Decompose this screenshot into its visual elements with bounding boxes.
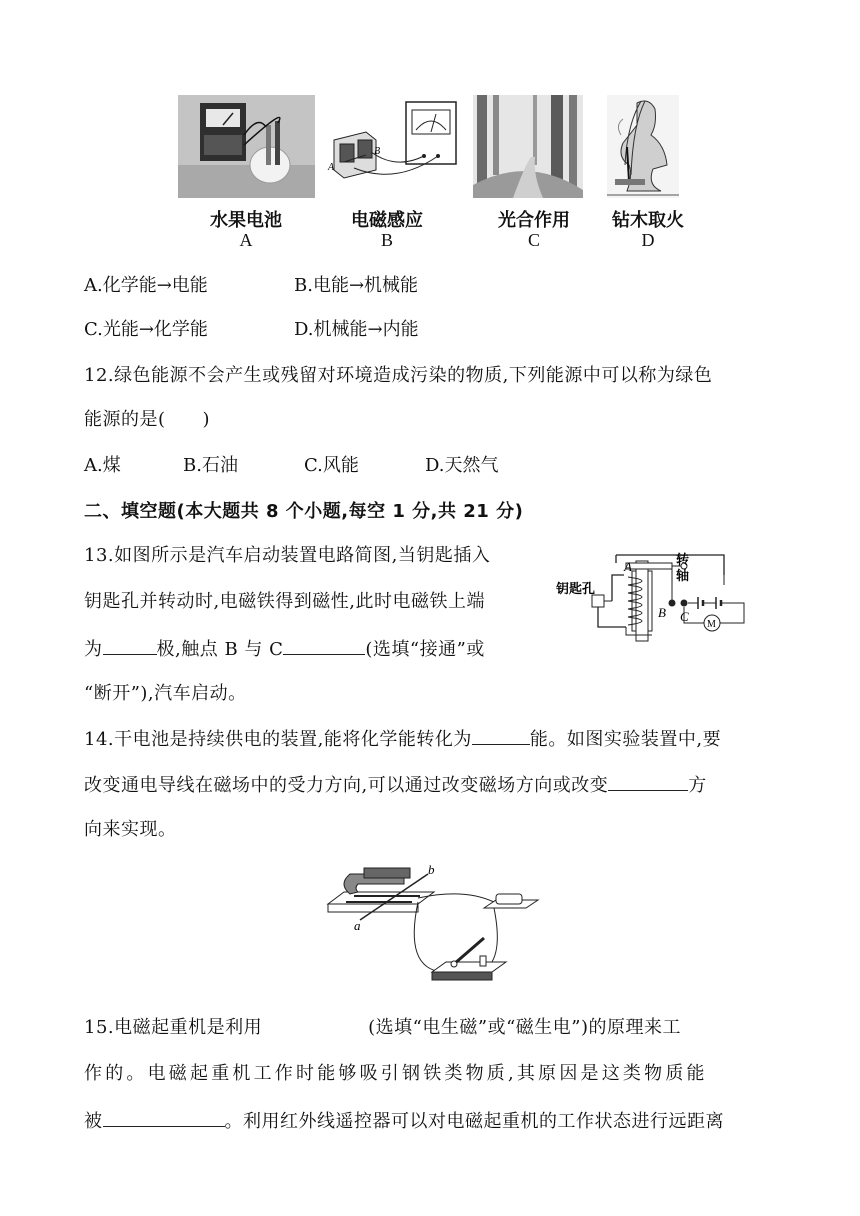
q13-line3-suffix: (选填“接通”或 [365,639,485,660]
q11-option-c: C.光能→化学能 [84,319,208,340]
motor-label: M [707,619,716,630]
q14-line-1 [84,726,776,752]
q15-blank-2[interactable] [103,1108,225,1127]
label-B: B [658,605,666,620]
label-a-small: A [328,162,335,173]
rod-label-b: b [428,862,435,877]
caption-letter-b: B [380,230,393,250]
q12-line-2: 能源的是( ) [84,409,211,430]
q14-line-2 [84,772,707,798]
q13-line3-prefix: 为 [84,639,103,660]
fruit-battery-drawing [178,95,315,198]
q15-line1-suffix: (选填“电生磁”或“磁生电”)的原理来工 [368,1017,681,1038]
caption-letter-a: A [239,230,253,250]
q15-line-2 [84,1062,776,1086]
q14-apparatus-diagram [324,858,544,988]
caption-letter-c: C [527,230,540,250]
q13-line-2: 钥匙孔并转动时,电磁铁得到磁性,此时电磁铁上端 [84,591,485,612]
fruit-battery-image [178,95,315,198]
q12-option-a: A.煤 [84,455,121,476]
label-A: A [624,559,632,574]
q11-option-a: A.化学能→电能 [84,275,208,296]
label-b-small: B [374,146,381,157]
q13-blank-1[interactable] [103,636,157,655]
q14-blank-2[interactable] [608,772,688,791]
caption-title-b: 电磁感应 [351,210,423,231]
q14-line1-suffix: 能。如图实验装置中,要 [529,729,722,750]
section-heading: 二、填空题(本大题共 8 个小题,每空 1 分,共 21 分) [84,501,524,522]
q11-option-d: D.机械能→内能 [294,319,419,340]
q12-option-d: D.天然气 [425,455,499,476]
q15-line2: 作的。电磁起重机工作时能够吸引钢铁类物质,其原因是这类物质能 [84,1063,708,1084]
q14-line1-prefix: 14.干电池是持续供电的装置,能将化学能转化为 [84,729,472,750]
q14-line2-prefix: 改变通电导线在磁场中的受力方向,可以通过改变磁场方向或改变 [84,775,609,796]
label-C: C [680,609,689,624]
q15-line1-prefix: 15.电磁起重机是利用 [84,1017,263,1038]
q14-blank-1[interactable] [472,726,530,745]
top-figure [0,0,860,260]
caption-letter-d: D [641,230,655,250]
q13-line-3 [84,636,485,662]
q13-line-4: “断开”),汽车启动。 [84,683,247,704]
drilling-fire-drawing [607,95,679,198]
q12-line-1: 12.绿色能源不会产生或残留对环境造成污染的物质,下列能源中可以称为绿色 [84,365,713,386]
q14-line2-suffix: 方 [688,775,707,796]
electromagnetic-induction-diagram [326,100,461,200]
shaft-label-2: 轴 [676,569,690,584]
q13-circuit-diagram [556,545,756,665]
caption-title-d: 钻木取火 [612,210,684,231]
q12-option-b: B.石油 [183,455,238,476]
q15-line3-suffix: 。利用红外线遥控器可以对电磁起重机的工作状态进行远距离 [224,1111,724,1132]
q15-line-1 [84,1016,681,1040]
q13-line3-mid: 极,触点 B 与 C [156,639,284,660]
q13-blank-2[interactable] [283,636,365,655]
caption-title-a: 水果电池 [210,210,282,231]
q14-line-3: 向来实现。 [84,819,177,840]
q15-line-3 [84,1108,724,1134]
q13-line-1: 13.如图所示是汽车启动装置电路简图,当钥匙插入 [84,545,491,566]
photosynthesis-forest-image [473,95,583,198]
q12-option-c: C.风能 [304,455,359,476]
caption-title-c: 光合作用 [498,210,570,231]
q15-line3-prefix: 被 [84,1111,103,1132]
rod-label-a: a [354,918,361,933]
q11-option-b: B.电能→机械能 [294,275,419,296]
shaft-label-1: 转 [676,553,690,568]
key-hole-label: 钥匙孔 [556,582,596,597]
